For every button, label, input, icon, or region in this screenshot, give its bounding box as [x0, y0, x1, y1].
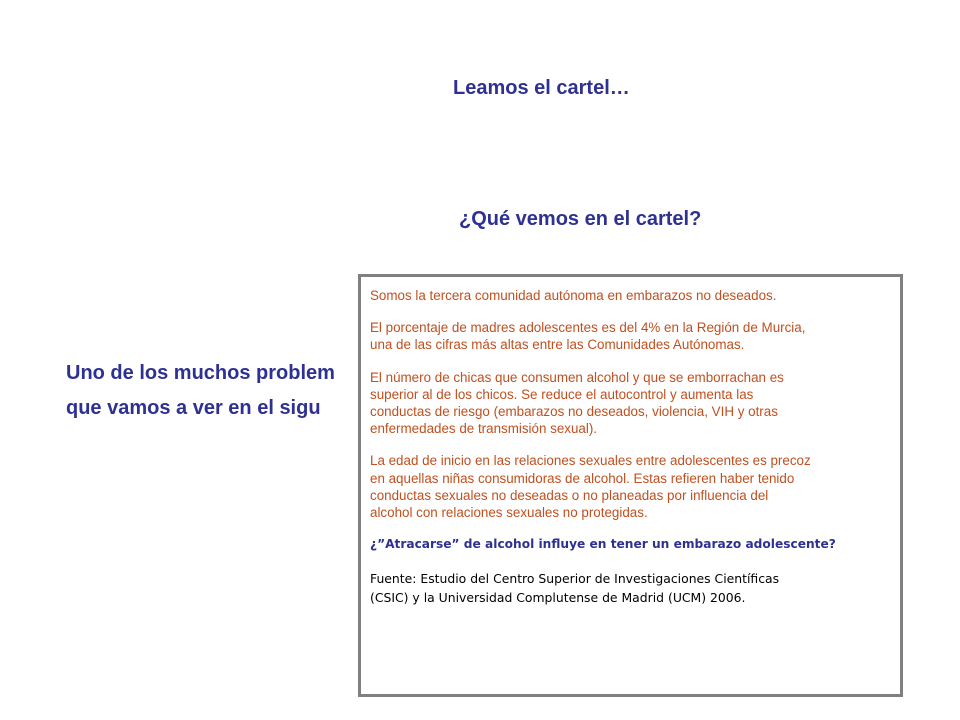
- info-paragraph-2-line: El porcentaje de madres adolescentes es del 4% en la Región de Murcia,: [370, 320, 806, 336]
- info-paragraph-3-line: superior al de los chicos. Se reduce el autocontrol y aumenta las: [370, 386, 754, 402]
- info-paragraph-4: [370, 452, 895, 521]
- info-paragraph-3-line: El número de chicas que consumen alcohol y que se emborrachan es: [370, 369, 784, 385]
- info-paragraph-3-line: conductas de riesgo (embarazos no deseados, violencia, VIH y otras: [370, 404, 778, 420]
- info-paragraph-2-line: una de las cifras más altas entre las Comunidades Autónomas.: [370, 337, 745, 353]
- background-text-line-1: Uno de los muchos problem: [66, 362, 335, 384]
- info-paragraph-4-line: alcohol con relaciones sexuales no protegidas.: [370, 505, 648, 521]
- slide-title: Leamos el cartel…: [453, 77, 630, 99]
- info-paragraph-1-line: Somos la tercera comunidad autónoma en embarazos no deseados.: [370, 288, 777, 303]
- info-popup-content: [370, 287, 895, 607]
- info-paragraph-3: [370, 369, 895, 438]
- info-paragraph-2: [370, 319, 895, 353]
- info-paragraph-4-line: La edad de inicio en las relaciones sexuales entre adolescentes es precoz: [370, 453, 811, 469]
- background-text-line-2: que vamos a ver en el sigu: [66, 397, 321, 419]
- info-paragraph-3-line: enfermedades de transmisión sexual).: [370, 421, 598, 437]
- info-paragraph-1: [370, 287, 895, 304]
- question-heading: ¿Qué vemos en el cartel?: [459, 208, 702, 230]
- info-source: [370, 569, 895, 607]
- info-source-line: Fuente: Estudio del Centro Superior de Investigaciones Científicas: [370, 571, 780, 587]
- info-question: ¿”Atracarse” de alcohol influye en tener un embarazo adolescente?: [370, 537, 836, 552]
- info-paragraph-4-line: conductas sexuales no deseadas o no planeadas por influencia del: [370, 487, 769, 503]
- info-source-line: (CSIC) y la Universidad Complutense de Madrid (UCM) 2006.: [370, 590, 746, 606]
- info-popup-box: [358, 274, 903, 697]
- info-paragraph-4-line: en aquellas niñas consumidoras de alcohol. Estas refieren haber tenido: [370, 470, 795, 486]
